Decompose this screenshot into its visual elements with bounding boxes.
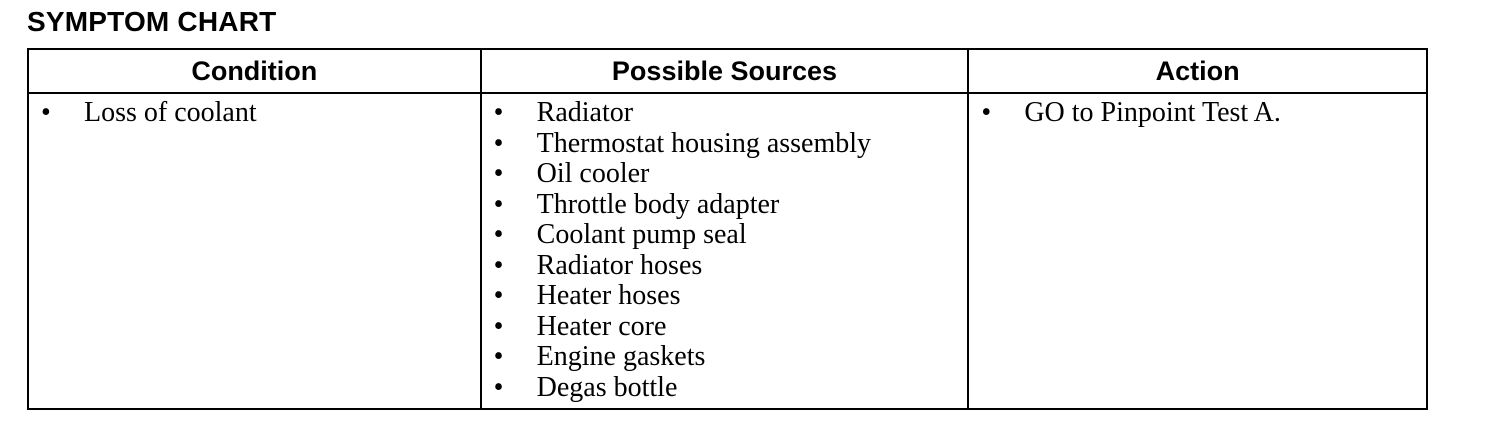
list-item — [482, 159, 968, 190]
bullet-icon: • — [493, 127, 504, 159]
condition-text: Loss of coolant — [84, 97, 257, 128]
source-text: Radiator hoses — [536, 249, 703, 281]
list-item — [29, 98, 480, 129]
bullet-icon: • — [493, 310, 504, 342]
condition-cell — [28, 93, 481, 409]
list-item — [482, 190, 968, 221]
bullet-icon: • — [493, 97, 504, 128]
list-item — [482, 281, 968, 312]
table-header-row — [28, 49, 1427, 93]
bullet-icon: • — [493, 158, 504, 189]
bullet-icon: • — [981, 97, 992, 128]
bullet-icon: • — [493, 280, 504, 311]
symptom-table — [27, 48, 1428, 410]
bullet-icon: • — [493, 341, 504, 372]
column-header-condition: Condition — [28, 49, 481, 93]
list-item — [482, 251, 968, 282]
source-text: Coolant pump seal — [536, 219, 747, 250]
source-text: Degas bottle — [536, 371, 678, 403]
bullet-icon: • — [493, 188, 504, 220]
source-text: Radiator — [536, 97, 634, 128]
action-text: GO to Pinpoint Test A. — [1024, 97, 1281, 128]
action-list — [969, 94, 1426, 129]
source-text: Oil cooler — [536, 158, 650, 189]
bullet-icon: • — [493, 371, 504, 403]
page-title: SYMPTOM CHART — [27, 6, 277, 37]
action-cell — [968, 93, 1427, 409]
list-item — [482, 220, 968, 251]
list-item — [969, 98, 1426, 129]
bullet-icon: • — [493, 249, 504, 281]
list-item — [482, 98, 968, 129]
source-text: Thermostat housing assembly — [536, 127, 872, 159]
source-text: Engine gaskets — [536, 341, 706, 372]
list-item — [482, 312, 968, 343]
list-item — [482, 373, 968, 404]
source-text: Heater core — [536, 310, 667, 342]
column-header-possible-sources: Possible Sources — [481, 49, 969, 93]
table-row — [28, 93, 1427, 409]
bullet-icon: • — [41, 97, 51, 128]
source-text: Heater hoses — [536, 280, 681, 311]
possible-sources-cell — [481, 93, 969, 409]
source-text: Throttle body adapter — [536, 188, 780, 220]
column-header-action: Action — [968, 49, 1427, 93]
list-item — [482, 342, 968, 373]
list-item — [482, 129, 968, 160]
possible-sources-list — [482, 94, 968, 403]
bullet-icon: • — [493, 219, 504, 250]
condition-list — [29, 94, 480, 129]
